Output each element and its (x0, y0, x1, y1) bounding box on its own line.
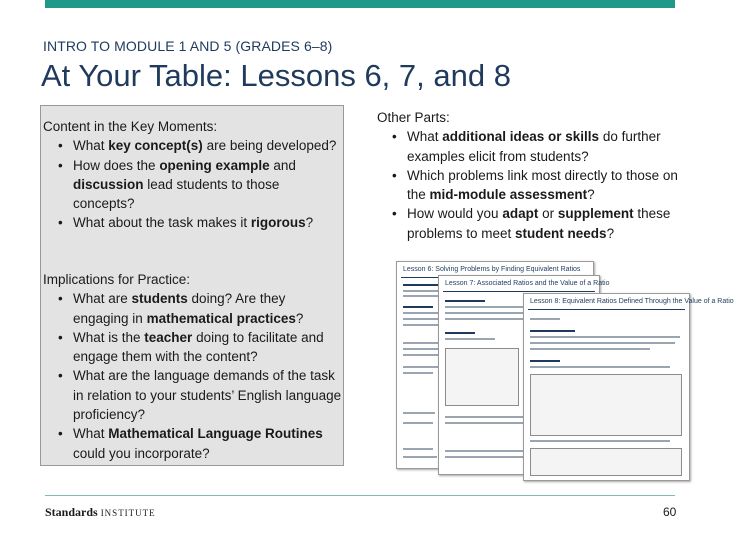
bullet-item: • What additional ideas or skills do further examples elicit from students? (377, 127, 682, 166)
bullet-item: • What are the language demands of the task in relation to your students’ English language proficiency? (43, 366, 343, 424)
text-line (403, 448, 433, 450)
divider (443, 291, 595, 292)
text-line (403, 354, 438, 356)
key-moments-section (43, 117, 339, 233)
text-line (445, 332, 475, 334)
bullet-item: • What about the task makes it rigorous? (43, 213, 339, 232)
text-line (403, 284, 443, 286)
text-line (445, 300, 485, 302)
lesson-8-title: Lesson 8: Equivalent Ratios Defined Through the Value of a Ratio (530, 298, 734, 305)
implications-heading: Implications for Practice: (43, 272, 191, 287)
module-kicker: INTRO TO MODULE 1 AND 5 (GRADES 6–8) (43, 38, 333, 54)
implications-list (43, 289, 343, 463)
lesson-documents-stack (396, 261, 734, 479)
exercise-box (530, 374, 682, 436)
text-line (403, 306, 433, 308)
ratio-table (445, 348, 519, 406)
bullet-item: • What is the teacher doing to facilitate and engage them with the content? (43, 328, 343, 367)
other-parts-section (377, 108, 682, 243)
text-line (530, 348, 650, 350)
lesson-8-document (523, 293, 734, 481)
text-line (403, 412, 435, 414)
bullet-item: • How would you adapt or supplement these problems to meet student needs? (377, 204, 682, 243)
bullet-item: • Which problems link most directly to those on the mid-module assessment? (377, 166, 682, 205)
lesson-6-title: Lesson 6: Solving Problems by Finding Equivalent Ratios (403, 266, 581, 273)
bullet-item: • What are students doing? Are they engaging in mathematical practices? (43, 289, 343, 328)
text-line (403, 456, 437, 458)
bullet-item: • What key concept(s) are being developed? (43, 136, 339, 155)
page-number: 60 (663, 505, 677, 519)
standards-institute-logo: Standards INSTITUTE (45, 505, 156, 519)
text-line (403, 342, 443, 344)
text-line (530, 318, 560, 320)
bullet-item: • What Mathematical Language Routines could you incorporate? (43, 424, 343, 463)
other-parts-heading: Other Parts: (377, 110, 450, 125)
text-line (530, 440, 670, 442)
text-line (403, 366, 439, 368)
text-line (530, 330, 575, 332)
key-moments-list (43, 136, 339, 232)
top-accent-bar (45, 0, 675, 8)
answer-box (530, 448, 682, 476)
text-line (530, 360, 560, 362)
text-line (403, 422, 433, 424)
text-line (445, 338, 495, 340)
lesson-7-title: Lesson 7: Associated Ratios and the Value of a Ratio (445, 280, 610, 287)
key-moments-heading: Content in the Key Moments: (43, 119, 218, 134)
text-line (530, 336, 680, 338)
text-line (530, 366, 670, 368)
text-line (403, 372, 433, 374)
other-parts-list (377, 127, 682, 243)
implications-section (43, 270, 343, 463)
bullet-item: • How does the opening example and discussion lead students to those concepts? (43, 156, 339, 214)
text-line (403, 348, 441, 350)
page-title: At Your Table: Lessons 6, 7, and 8 (41, 58, 511, 93)
divider (528, 309, 685, 310)
footer-divider (45, 495, 675, 496)
text-line (530, 342, 675, 344)
